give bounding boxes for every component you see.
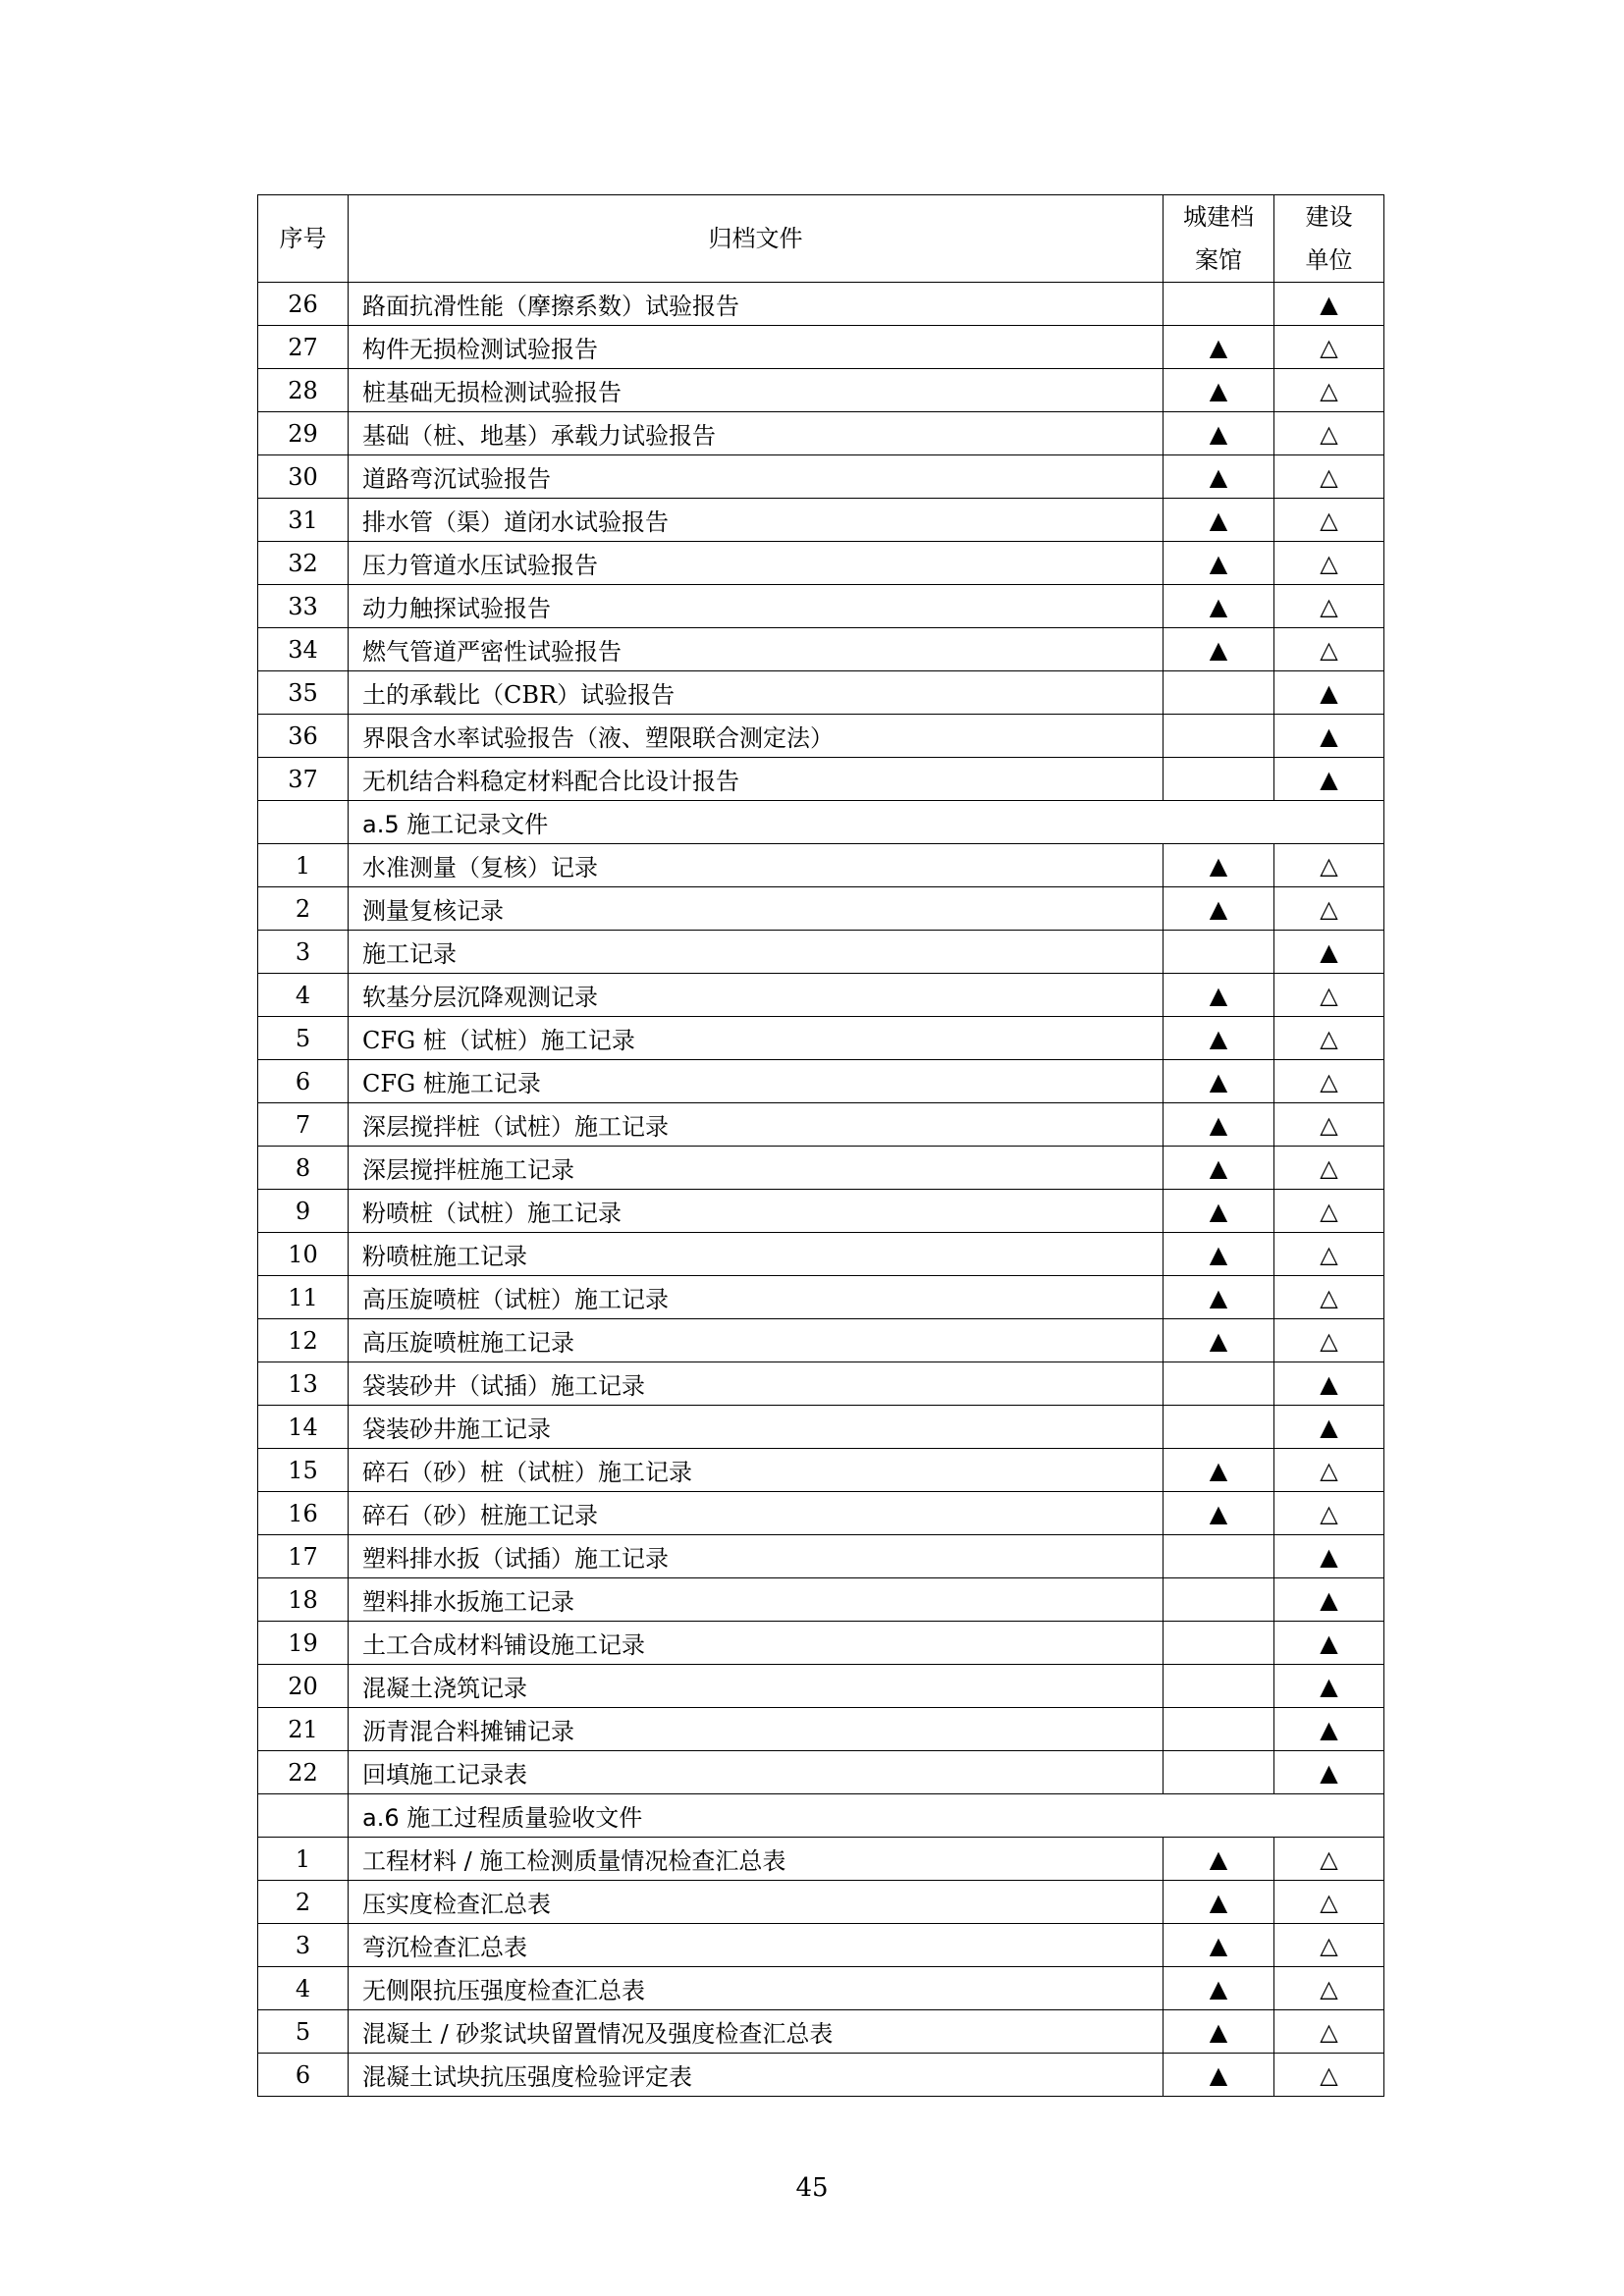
city-archive-mark <box>1164 1535 1274 1578</box>
archive-file-cell: CFG 桩（试桩）施工记录 <box>349 1017 1164 1060</box>
table-row <box>258 1751 1384 1794</box>
archive-file-cell: CFG 桩施工记录 <box>349 1060 1164 1103</box>
header-city-archive-line1: 城建档 <box>1183 203 1254 231</box>
archive-file-cell: 测量复核记录 <box>349 887 1164 931</box>
city-archive-mark: ▲ <box>1164 1319 1274 1362</box>
table-row <box>258 585 1384 628</box>
serial-number-cell: 3 <box>258 1924 349 1967</box>
construction-unit-mark: △ <box>1274 1924 1384 1967</box>
construction-unit-mark: △ <box>1274 1881 1384 1924</box>
construction-unit-mark: △ <box>1274 1838 1384 1881</box>
archive-file-cell: 排水管（渠）道闭水试验报告 <box>349 499 1164 542</box>
table-row <box>258 1535 1384 1578</box>
table-row <box>258 1406 1384 1449</box>
serial-number-cell: 6 <box>258 2054 349 2097</box>
table-row <box>258 1924 1384 1967</box>
table-row <box>258 455 1384 499</box>
table-row <box>258 2010 1384 2054</box>
serial-number-cell: 10 <box>258 1233 349 1276</box>
table-row <box>258 1060 1384 1103</box>
header-construction-unit-line1: 建设 <box>1305 203 1353 231</box>
construction-unit-mark: ▲ <box>1274 1578 1384 1622</box>
construction-unit-mark: △ <box>1274 1147 1384 1190</box>
archive-file-cell: 碎石（砂）桩（试桩）施工记录 <box>349 1449 1164 1492</box>
city-archive-mark: ▲ <box>1164 412 1274 455</box>
construction-unit-mark: △ <box>1274 1190 1384 1233</box>
serial-number-cell: 27 <box>258 326 349 369</box>
table-row <box>258 671 1384 715</box>
city-archive-mark <box>1164 1708 1274 1751</box>
serial-number-cell: 17 <box>258 1535 349 1578</box>
serial-number-cell: 22 <box>258 1751 349 1794</box>
construction-unit-mark: △ <box>1274 2054 1384 2097</box>
city-archive-mark: ▲ <box>1164 1017 1274 1060</box>
serial-number-cell: 6 <box>258 1060 349 1103</box>
city-archive-mark <box>1164 1362 1274 1406</box>
table-row <box>258 887 1384 931</box>
archive-file-cell: 塑料排水扳施工记录 <box>349 1578 1164 1622</box>
city-archive-mark: ▲ <box>1164 1838 1274 1881</box>
serial-number-cell: 36 <box>258 715 349 758</box>
city-archive-mark <box>1164 1578 1274 1622</box>
table-header-row <box>258 195 1384 283</box>
archive-file-cell: 土工合成材料铺设施工记录 <box>349 1622 1164 1665</box>
archive-file-cell: 土的承载比（CBR）试验报告 <box>349 671 1164 715</box>
serial-number-cell: 28 <box>258 369 349 412</box>
archive-file-cell: 高压旋喷桩（试桩）施工记录 <box>349 1276 1164 1319</box>
city-archive-mark <box>1164 931 1274 974</box>
table-row <box>258 1881 1384 1924</box>
table-row <box>258 931 1384 974</box>
archive-file-cell: 路面抗滑性能（摩擦系数）试验报告 <box>349 283 1164 326</box>
construction-unit-mark: △ <box>1274 1017 1384 1060</box>
section-title: a.6 施工过程质量验收文件 <box>349 1794 1384 1838</box>
city-archive-mark: ▲ <box>1164 1492 1274 1535</box>
serial-number-cell: 12 <box>258 1319 349 1362</box>
city-archive-mark: ▲ <box>1164 1190 1274 1233</box>
archive-file-cell: 混凝土试块抗压强度检验评定表 <box>349 2054 1164 2097</box>
city-archive-mark: ▲ <box>1164 2054 1274 2097</box>
construction-unit-mark: ▲ <box>1274 671 1384 715</box>
city-archive-mark <box>1164 1622 1274 1665</box>
construction-unit-mark: △ <box>1274 499 1384 542</box>
archive-file-cell: 道路弯沉试验报告 <box>349 455 1164 499</box>
serial-number-cell: 4 <box>258 974 349 1017</box>
serial-number-cell: 2 <box>258 1881 349 1924</box>
serial-number-cell: 30 <box>258 455 349 499</box>
archive-file-cell: 压力管道水压试验报告 <box>349 542 1164 585</box>
table-row <box>258 1578 1384 1622</box>
city-archive-mark: ▲ <box>1164 887 1274 931</box>
city-archive-mark: ▲ <box>1164 499 1274 542</box>
city-archive-mark <box>1164 715 1274 758</box>
table-row <box>258 1967 1384 2010</box>
archive-file-cell: 桩基础无损检测试验报告 <box>349 369 1164 412</box>
serial-number-cell: 8 <box>258 1147 349 1190</box>
archive-file-cell: 无侧限抗压强度检查汇总表 <box>349 1967 1164 2010</box>
archive-file-cell: 沥青混合料摊铺记录 <box>349 1708 1164 1751</box>
city-archive-mark <box>1164 283 1274 326</box>
serial-number-cell: 20 <box>258 1665 349 1708</box>
table-row <box>258 1017 1384 1060</box>
serial-number-cell: 37 <box>258 758 349 801</box>
city-archive-mark: ▲ <box>1164 1276 1274 1319</box>
serial-number-cell: 13 <box>258 1362 349 1406</box>
archive-file-cell: 水准测量（复核）记录 <box>349 844 1164 887</box>
archive-file-cell: 塑料排水扳（试插）施工记录 <box>349 1535 1164 1578</box>
city-archive-mark: ▲ <box>1164 1881 1274 1924</box>
construction-unit-mark: ▲ <box>1274 1622 1384 1665</box>
serial-number-cell: 4 <box>258 1967 349 2010</box>
city-archive-mark: ▲ <box>1164 1233 1274 1276</box>
construction-unit-mark: △ <box>1274 1233 1384 1276</box>
construction-unit-mark: ▲ <box>1274 931 1384 974</box>
city-archive-mark: ▲ <box>1164 1060 1274 1103</box>
table-row <box>258 369 1384 412</box>
construction-unit-mark: △ <box>1274 1492 1384 1535</box>
table-row <box>258 283 1384 326</box>
table-row <box>258 2054 1384 2097</box>
serial-number-cell: 21 <box>258 1708 349 1751</box>
construction-unit-mark: △ <box>1274 455 1384 499</box>
archive-file-cell: 动力触探试验报告 <box>349 585 1164 628</box>
table-row <box>258 1838 1384 1881</box>
city-archive-mark: ▲ <box>1164 455 1274 499</box>
table-row <box>258 628 1384 671</box>
serial-number-cell: 34 <box>258 628 349 671</box>
table-row <box>258 499 1384 542</box>
city-archive-mark: ▲ <box>1164 2010 1274 2054</box>
table-row <box>258 1362 1384 1406</box>
table-row <box>258 1233 1384 1276</box>
archive-file-cell: 混凝土浇筑记录 <box>349 1665 1164 1708</box>
table-row <box>258 1147 1384 1190</box>
construction-unit-mark: ▲ <box>1274 1406 1384 1449</box>
serial-number-cell: 1 <box>258 844 349 887</box>
table-row <box>258 758 1384 801</box>
serial-number-cell: 18 <box>258 1578 349 1622</box>
construction-unit-mark: △ <box>1274 844 1384 887</box>
serial-number-cell: 26 <box>258 283 349 326</box>
table-row <box>258 542 1384 585</box>
table-body <box>258 283 1384 2097</box>
archive-file-cell: 软基分层沉降观测记录 <box>349 974 1164 1017</box>
archive-file-cell: 施工记录 <box>349 931 1164 974</box>
city-archive-mark <box>1164 1406 1274 1449</box>
construction-unit-mark: △ <box>1274 326 1384 369</box>
construction-unit-mark: △ <box>1274 585 1384 628</box>
construction-unit-mark: △ <box>1274 412 1384 455</box>
header-construction-unit-line2: 单位 <box>1305 246 1353 274</box>
city-archive-mark <box>1164 1665 1274 1708</box>
serial-number-cell: 33 <box>258 585 349 628</box>
archive-file-table <box>257 194 1384 2097</box>
archive-file-cell: 粉喷桩（试桩）施工记录 <box>349 1190 1164 1233</box>
table-row <box>258 1449 1384 1492</box>
archive-file-cell: 基础（桩、地基）承载力试验报告 <box>349 412 1164 455</box>
archive-file-cell: 袋装砂井（试插）施工记录 <box>349 1362 1164 1406</box>
archive-file-cell: 高压旋喷桩施工记录 <box>349 1319 1164 1362</box>
city-archive-mark <box>1164 758 1274 801</box>
construction-unit-mark: △ <box>1274 369 1384 412</box>
construction-unit-mark: △ <box>1274 1449 1384 1492</box>
construction-unit-mark: △ <box>1274 1967 1384 2010</box>
construction-unit-mark: ▲ <box>1274 1751 1384 1794</box>
city-archive-mark <box>1164 671 1274 715</box>
archive-file-cell: 混凝土 / 砂浆试块留置情况及强度检查汇总表 <box>349 2010 1164 2054</box>
archive-file-cell: 深层搅拌桩施工记录 <box>349 1147 1164 1190</box>
section-empty-cell <box>258 1794 349 1838</box>
construction-unit-mark: △ <box>1274 974 1384 1017</box>
table-row <box>258 715 1384 758</box>
archive-file-cell: 构件无损检测试验报告 <box>349 326 1164 369</box>
archive-file-cell: 碎石（砂）桩施工记录 <box>349 1492 1164 1535</box>
serial-number-cell: 29 <box>258 412 349 455</box>
table-row <box>258 1492 1384 1535</box>
archive-file-cell: 回填施工记录表 <box>349 1751 1164 1794</box>
header-archive-file: 归档文件 <box>349 195 1164 283</box>
city-archive-mark: ▲ <box>1164 326 1274 369</box>
table-row <box>258 1103 1384 1147</box>
construction-unit-mark: ▲ <box>1274 1362 1384 1406</box>
serial-number-cell: 15 <box>258 1449 349 1492</box>
city-archive-mark: ▲ <box>1164 1103 1274 1147</box>
construction-unit-mark: △ <box>1274 2010 1384 2054</box>
construction-unit-mark: ▲ <box>1274 758 1384 801</box>
city-archive-mark: ▲ <box>1164 369 1274 412</box>
construction-unit-mark: ▲ <box>1274 1665 1384 1708</box>
city-archive-mark: ▲ <box>1164 585 1274 628</box>
table-row <box>258 326 1384 369</box>
serial-number-cell: 35 <box>258 671 349 715</box>
section-title: a.5 施工记录文件 <box>349 801 1384 844</box>
construction-unit-mark: △ <box>1274 1276 1384 1319</box>
construction-unit-mark: △ <box>1274 542 1384 585</box>
city-archive-mark: ▲ <box>1164 1147 1274 1190</box>
archive-file-cell: 粉喷桩施工记录 <box>349 1233 1164 1276</box>
construction-unit-mark: △ <box>1274 628 1384 671</box>
serial-number-cell: 2 <box>258 887 349 931</box>
table-row <box>258 412 1384 455</box>
city-archive-mark: ▲ <box>1164 542 1274 585</box>
page-number: 45 <box>795 2173 829 2203</box>
archive-file-cell: 弯沉检查汇总表 <box>349 1924 1164 1967</box>
construction-unit-mark: △ <box>1274 1103 1384 1147</box>
construction-unit-mark: ▲ <box>1274 715 1384 758</box>
archive-file-cell: 工程材料 / 施工检测质量情况检查汇总表 <box>349 1838 1164 1881</box>
table-row <box>258 844 1384 887</box>
serial-number-cell: 31 <box>258 499 349 542</box>
construction-unit-mark: △ <box>1274 887 1384 931</box>
header-city-archive <box>1164 195 1274 283</box>
serial-number-cell: 5 <box>258 1017 349 1060</box>
city-archive-mark: ▲ <box>1164 628 1274 671</box>
table-row <box>258 974 1384 1017</box>
serial-number-cell: 3 <box>258 931 349 974</box>
construction-unit-mark: △ <box>1274 1319 1384 1362</box>
table-row <box>258 1622 1384 1665</box>
archive-file-cell: 压实度检查汇总表 <box>349 1881 1164 1924</box>
section-empty-cell <box>258 801 349 844</box>
section-row <box>258 1794 1384 1838</box>
serial-number-cell: 7 <box>258 1103 349 1147</box>
archive-file-cell: 界限含水率试验报告（液、塑限联合测定法） <box>349 715 1164 758</box>
construction-unit-mark: ▲ <box>1274 1708 1384 1751</box>
serial-number-cell: 1 <box>258 1838 349 1881</box>
city-archive-mark: ▲ <box>1164 1924 1274 1967</box>
archive-file-cell: 无机结合料稳定材料配合比设计报告 <box>349 758 1164 801</box>
header-city-archive-line2: 案馆 <box>1195 246 1242 274</box>
archive-file-cell: 深层搅拌桩（试桩）施工记录 <box>349 1103 1164 1147</box>
city-archive-mark: ▲ <box>1164 1449 1274 1492</box>
serial-number-cell: 14 <box>258 1406 349 1449</box>
serial-number-cell: 32 <box>258 542 349 585</box>
serial-number-cell: 19 <box>258 1622 349 1665</box>
header-construction-unit <box>1274 195 1384 283</box>
city-archive-mark: ▲ <box>1164 1967 1274 2010</box>
serial-number-cell: 16 <box>258 1492 349 1535</box>
serial-number-cell: 5 <box>258 2010 349 2054</box>
table-row <box>258 1708 1384 1751</box>
archive-file-cell: 燃气管道严密性试验报告 <box>349 628 1164 671</box>
archive-file-cell: 袋装砂井施工记录 <box>349 1406 1164 1449</box>
section-row <box>258 801 1384 844</box>
table-row <box>258 1276 1384 1319</box>
serial-number-cell: 9 <box>258 1190 349 1233</box>
table-row <box>258 1665 1384 1708</box>
city-archive-mark: ▲ <box>1164 844 1274 887</box>
construction-unit-mark: ▲ <box>1274 283 1384 326</box>
table-row <box>258 1190 1384 1233</box>
header-serial-number: 序号 <box>258 195 349 283</box>
table-row <box>258 1319 1384 1362</box>
serial-number-cell: 11 <box>258 1276 349 1319</box>
city-archive-mark: ▲ <box>1164 974 1274 1017</box>
city-archive-mark <box>1164 1751 1274 1794</box>
construction-unit-mark: ▲ <box>1274 1535 1384 1578</box>
construction-unit-mark: △ <box>1274 1060 1384 1103</box>
